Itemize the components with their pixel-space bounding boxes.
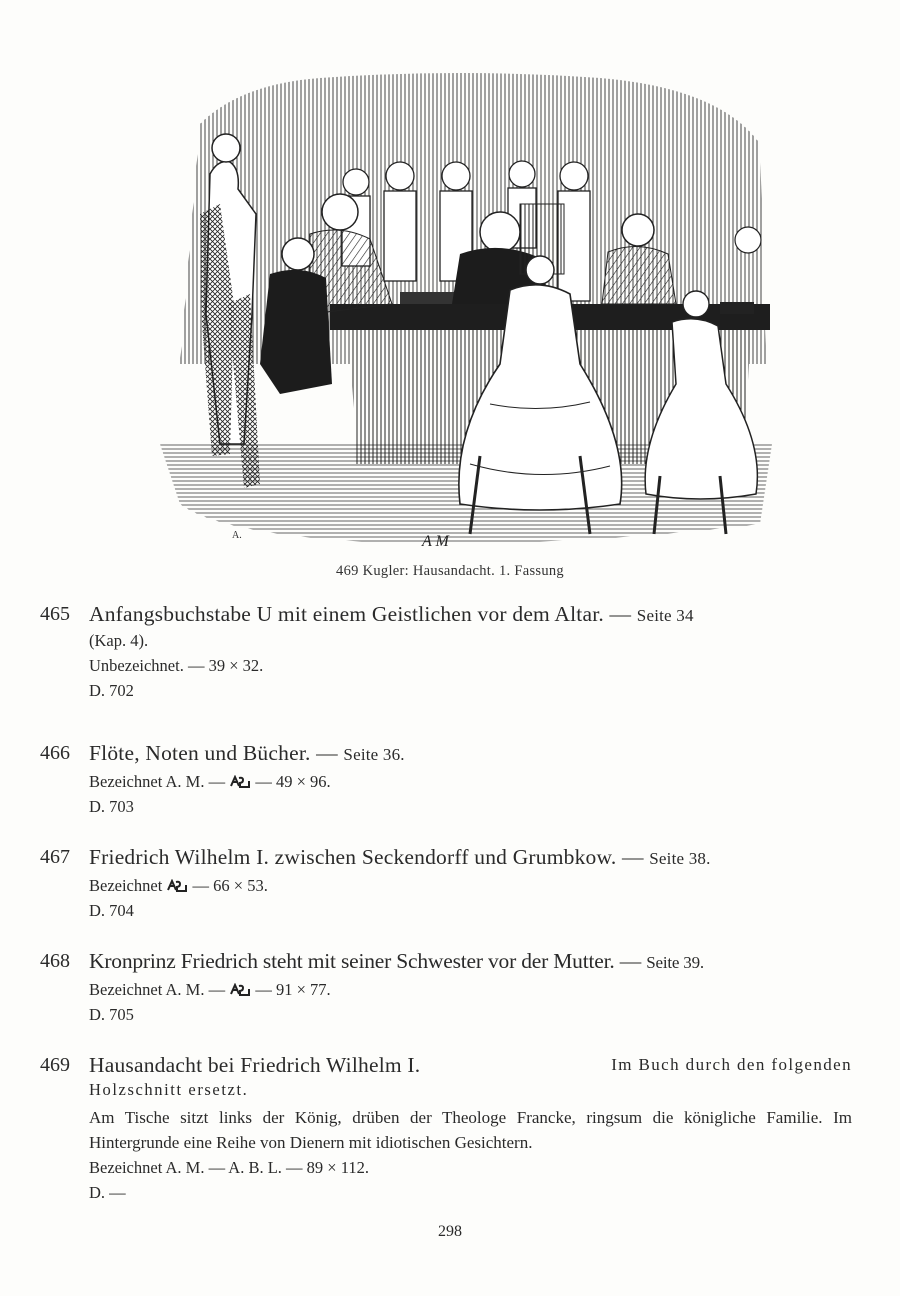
page-reference: Seite 36.	[343, 745, 405, 764]
entry-title	[89, 739, 852, 769]
monogram-icon	[229, 775, 251, 788]
signature-prefix: Bezeichnet	[89, 876, 163, 895]
entry-d-number: D. —	[89, 1183, 126, 1202]
signature-suffix: — 49 × 96.	[255, 772, 331, 791]
catalog-entry-468	[40, 947, 852, 1051]
entry-title-text: Anfangsbuchstabe U mit einem Geistlichen vor dem Altar. —	[89, 602, 632, 626]
entry-title	[89, 600, 852, 630]
chapter-reference: (Kap. 4).	[89, 631, 149, 650]
entry-d-number: D. 704	[89, 901, 134, 920]
signature-suffix: — 66 × 53.	[192, 876, 268, 895]
catalog-entry-467	[40, 843, 852, 947]
catalog-entry-469	[40, 1051, 852, 1205]
entry-signature: Unbezeichnet. — 39 × 32.	[89, 656, 264, 675]
page-reference: Seite 39.	[646, 953, 704, 972]
artist-monogram: A M	[422, 533, 449, 550]
signature-suffix: — 91 × 77.	[255, 980, 331, 999]
entry-signature	[89, 873, 852, 898]
signature-prefix: Bezeichnet A. M. —	[89, 980, 226, 999]
woodcut-illustration	[160, 64, 772, 550]
entry-title	[89, 947, 852, 977]
entry-d-number: D. 705	[89, 1005, 134, 1024]
engraver-mark-left: A.	[232, 530, 242, 541]
entry-title	[89, 843, 852, 873]
entry-title-text: Friedrich Wilhelm I. zwischen Seckendorff und Grumbkow. —	[89, 845, 644, 869]
monogram-icon	[229, 983, 251, 996]
entry-title	[89, 1051, 852, 1079]
page-reference: Seite 34	[636, 606, 694, 625]
entry-signature: Bezeichnet A. M. — A. B. L. — 89 × 112.	[89, 1158, 370, 1177]
entry-d-number: D. 703	[89, 797, 134, 816]
catalog-entries	[40, 600, 852, 1205]
entry-number: 467	[40, 846, 70, 868]
entry-number: 468	[40, 950, 70, 972]
monogram-icon	[166, 879, 188, 892]
entry-d-number: D. 702	[89, 681, 134, 700]
entry-signature	[89, 977, 852, 1002]
catalog-entry-466	[40, 739, 852, 843]
entry-title-text: Flöte, Noten und Bücher. —	[89, 741, 338, 765]
entry-note-continued: Holzschnitt ersetzt.	[89, 1080, 249, 1099]
entry-title-text: Kronprinz Friedrich steht mit seiner Schwester vor der Mutter. —	[89, 949, 642, 973]
entry-signature	[89, 769, 852, 794]
entry-description: Am Tische sitzt links der König, drüben der Theologe Francke, ringsum die königliche Familie. Im Hintergrunde eine Reihe von Dienern mit idiotischen Gesichtern.	[89, 1108, 852, 1152]
page-reference: Seite 38.	[649, 849, 711, 868]
entry-number: 466	[40, 742, 70, 764]
entry-number: 465	[40, 603, 70, 625]
entry-note: Im Buch durch den folgenden	[611, 1055, 852, 1074]
page-number: 298	[438, 1223, 462, 1240]
signature-prefix: Bezeichnet A. M. —	[89, 772, 226, 791]
figure-caption: 469 Kugler: Hausandacht. 1. Fassung	[336, 563, 564, 579]
entry-title-text: Hausandacht bei Friedrich Wilhelm I.	[89, 1053, 421, 1077]
entry-number: 469	[40, 1054, 70, 1076]
catalog-entry-465	[40, 600, 852, 716]
